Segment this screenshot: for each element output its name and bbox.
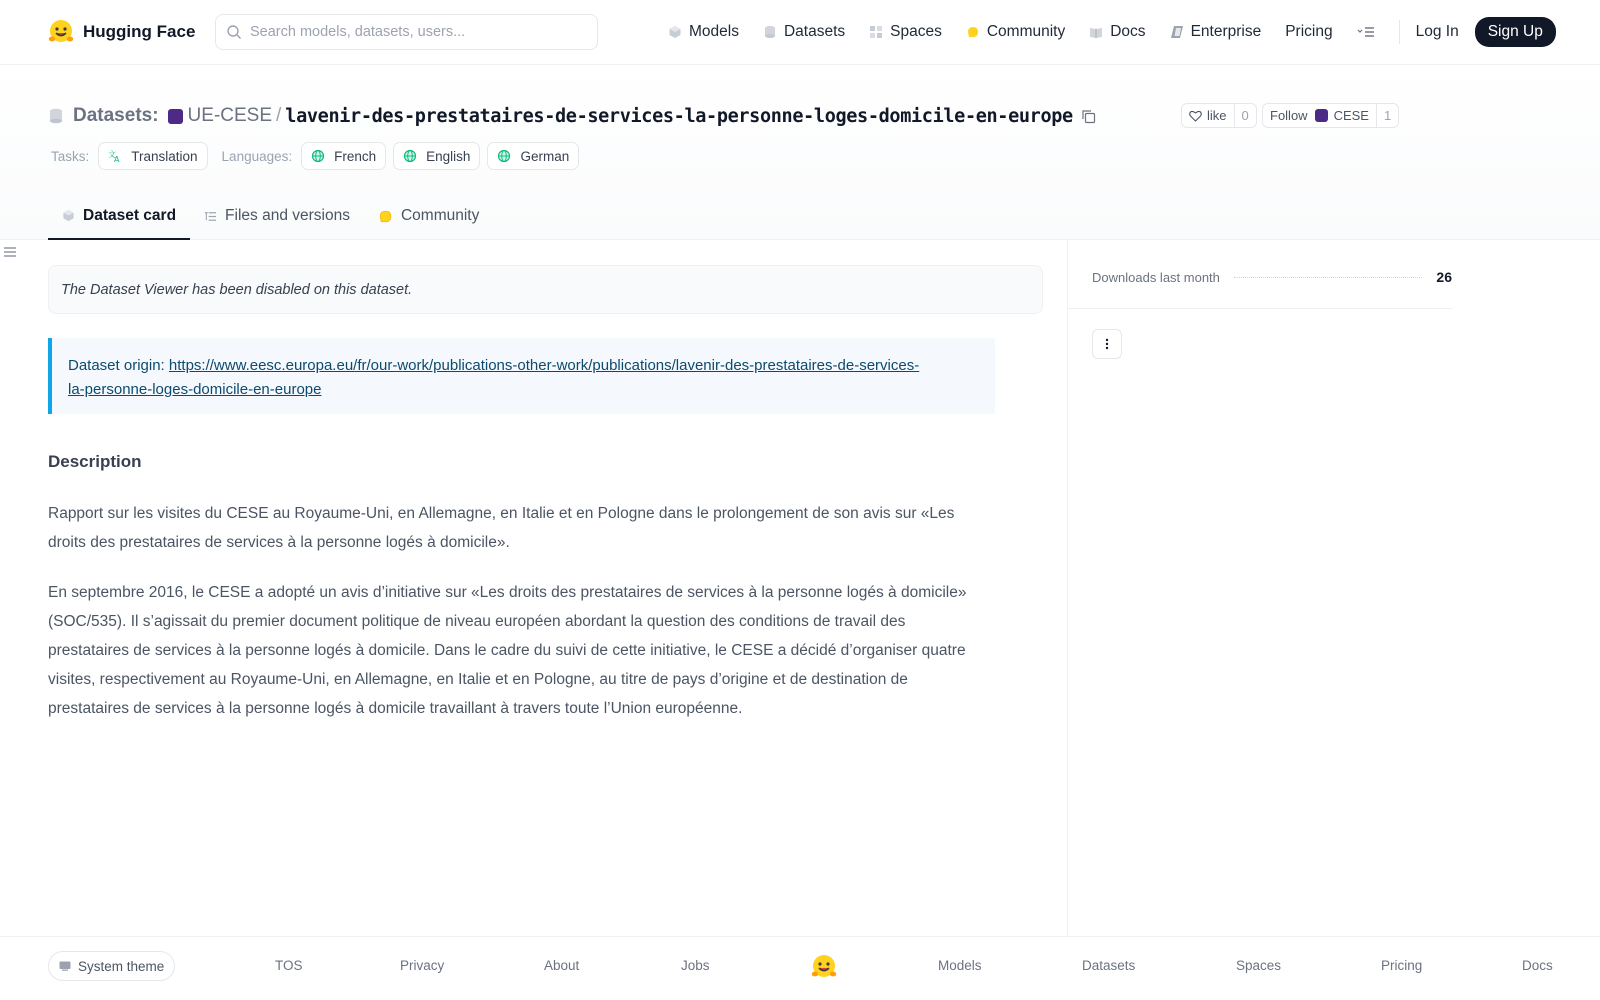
like-label: like bbox=[1207, 108, 1227, 123]
tab-files-label: Files and versions bbox=[225, 207, 350, 224]
globe-icon bbox=[311, 149, 325, 163]
footer-link-pricing[interactable]: Pricing bbox=[1381, 958, 1423, 973]
footer-link-docs[interactable]: Docs bbox=[1522, 958, 1553, 973]
like-segment[interactable] bbox=[1182, 104, 1234, 127]
datasets-icon bbox=[763, 25, 777, 39]
toc-toggle-icon[interactable] bbox=[4, 247, 16, 257]
nav-community-label: Community bbox=[986, 23, 1066, 40]
sidebar-divider bbox=[1068, 308, 1452, 309]
top-navbar bbox=[0, 0, 1600, 65]
globe-icon bbox=[497, 149, 511, 163]
dataset-icon bbox=[49, 108, 63, 124]
task-tag-label: Translation bbox=[131, 148, 198, 164]
more-menu-icon bbox=[1357, 26, 1375, 38]
nav-docs-label: Docs bbox=[1110, 23, 1146, 40]
tab-dataset-card-label: Dataset card bbox=[83, 206, 177, 224]
origin-label: Dataset origin: bbox=[68, 357, 165, 374]
language-tag-german[interactable] bbox=[487, 142, 579, 170]
search-input[interactable] bbox=[250, 24, 580, 40]
docs-icon bbox=[1089, 25, 1103, 39]
tab-community[interactable] bbox=[364, 193, 493, 239]
copy-icon[interactable] bbox=[1081, 109, 1096, 124]
languages-label: Languages: bbox=[221, 148, 293, 164]
footer-link-jobs[interactable]: Jobs bbox=[681, 958, 710, 973]
dataset-card-icon bbox=[62, 209, 75, 222]
repo-tabs bbox=[48, 193, 493, 240]
login-link[interactable] bbox=[1416, 23, 1459, 41]
follow-button[interactable] bbox=[1262, 103, 1399, 128]
language-tag-french[interactable] bbox=[301, 142, 386, 170]
footer-link-datasets[interactable]: Datasets bbox=[1082, 958, 1136, 973]
follow-segment[interactable] bbox=[1263, 104, 1376, 127]
org-link[interactable]: UE-CESE bbox=[187, 105, 273, 126]
search-box[interactable] bbox=[215, 14, 598, 50]
signup-label: Sign Up bbox=[1487, 23, 1543, 40]
footer-link-spaces[interactable]: Spaces bbox=[1236, 958, 1282, 973]
theme-toggle-button[interactable] bbox=[48, 951, 175, 981]
footer-hugging-face-logo-icon[interactable] bbox=[810, 953, 838, 981]
downloads-value: 26 bbox=[1436, 269, 1452, 285]
follow-label: Follow bbox=[1270, 108, 1308, 123]
org-avatar bbox=[168, 109, 183, 124]
translation-icon bbox=[108, 149, 122, 163]
tab-files-and-versions[interactable] bbox=[190, 193, 364, 239]
nav-separator bbox=[1399, 20, 1400, 44]
nav-spaces-label: Spaces bbox=[890, 23, 942, 40]
brand-link[interactable] bbox=[47, 17, 195, 47]
kebab-menu-icon bbox=[1105, 338, 1109, 350]
hugging-face-logo-icon bbox=[47, 18, 75, 46]
origin-url-line2: la-personne-loges-domicile-en-europe bbox=[68, 381, 322, 398]
follow-count: 1 bbox=[1376, 104, 1398, 127]
nav-models[interactable] bbox=[668, 23, 739, 41]
footer-link-privacy[interactable]: Privacy bbox=[400, 958, 445, 973]
description-heading: Description bbox=[48, 452, 142, 471]
models-icon bbox=[668, 25, 682, 39]
dataset-title bbox=[49, 103, 1096, 129]
dataset-tags bbox=[51, 141, 586, 171]
monitor-icon bbox=[59, 961, 71, 971]
downloads-stat bbox=[1092, 266, 1452, 288]
task-tag-translation[interactable] bbox=[98, 142, 207, 170]
language-tag-label: French bbox=[334, 148, 377, 164]
heart-icon bbox=[1189, 110, 1202, 122]
description-paragraph-1: Rapport sur les visites du CESE au Royaume-Uni, en Allemagne, en Italie et en Pologne dans le prolongement de son avis sur «Les droits des prestataires de services à la personne logés à domicile». bbox=[48, 505, 955, 551]
tasks-label: Tasks: bbox=[51, 148, 90, 164]
nav-datasets-label: Datasets bbox=[783, 23, 846, 40]
origin-url-line1: https://www.eesc.europa.eu/fr/our-work/publications-other-work/publications/lavenir-des-prestataires-de-services- bbox=[168, 357, 920, 374]
nav-pricing-label: Pricing bbox=[1285, 23, 1333, 40]
theme-label: System theme bbox=[78, 958, 165, 974]
svg-text:A: A bbox=[114, 155, 120, 163]
globe-icon bbox=[403, 149, 417, 163]
nav-datasets[interactable] bbox=[763, 23, 845, 41]
more-options-button[interactable] bbox=[1092, 329, 1122, 359]
path-separator: / bbox=[276, 105, 282, 126]
brand-name: Hugging Face bbox=[83, 22, 196, 41]
content-divider bbox=[1067, 240, 1068, 936]
community-icon bbox=[378, 209, 393, 224]
footer bbox=[0, 936, 1600, 1000]
signup-button[interactable] bbox=[1475, 17, 1556, 47]
tab-community-label: Community bbox=[400, 207, 480, 224]
nav-spaces[interactable] bbox=[869, 23, 942, 41]
dataset-origin-callout bbox=[48, 338, 995, 414]
downloads-label: Downloads last month bbox=[1092, 269, 1220, 285]
datasets-section-link[interactable]: Datasets: bbox=[73, 105, 159, 126]
files-icon bbox=[204, 210, 217, 223]
enterprise-icon bbox=[1170, 25, 1184, 39]
origin-link[interactable] bbox=[68, 357, 919, 398]
nav-pricing[interactable] bbox=[1285, 23, 1332, 41]
community-icon bbox=[966, 25, 980, 39]
downloads-dotted-leader bbox=[1234, 277, 1423, 278]
language-tag-label: German bbox=[520, 148, 570, 164]
nav-more-menu[interactable] bbox=[1357, 26, 1375, 38]
language-tag-english[interactable] bbox=[393, 142, 480, 170]
dataset-name-link[interactable]: lavenir-des-prestataires-de-services-la-personne-loges-domicile-en-europe bbox=[285, 105, 1073, 127]
login-label: Log In bbox=[1415, 23, 1459, 40]
footer-link-tos[interactable]: TOS bbox=[275, 958, 303, 973]
search-icon bbox=[226, 24, 242, 40]
main-nav bbox=[668, 0, 1556, 64]
language-tag-label: English bbox=[426, 148, 471, 164]
nav-enterprise-label: Enterprise bbox=[1190, 23, 1262, 40]
nav-docs[interactable] bbox=[1089, 23, 1145, 41]
like-count: 0 bbox=[1234, 104, 1256, 127]
nav-community[interactable] bbox=[966, 23, 1065, 41]
like-button[interactable] bbox=[1181, 103, 1257, 128]
description-paragraph-2: En septembre 2016, le CESE a adopté un avis d’initiative sur «Les droits des prestataires de services à la personne logés à domicile» (SOC/535). Il s’agissait du premier document politique de niveau européen abordant la question des conditions de travail des prestataires de services à la personne logés à domicile. Dans le cadre du suivi de cette initiative, le CESE a décidé d’organiser quatre visites, respectivement au Royaume-Uni, en Allemagne, en Italie et en Pologne, au titre de pays d’origine et de destination de prestataires de services à la personne logés à domicile travaillant à travers toute l’Union européenne. bbox=[48, 584, 967, 717]
footer-link-models[interactable]: Models bbox=[938, 958, 982, 973]
spaces-icon bbox=[869, 25, 883, 39]
viewer-disabled-notice: The Dataset Viewer has been disabled on this dataset. bbox=[48, 265, 1043, 314]
tab-dataset-card[interactable] bbox=[48, 193, 190, 240]
footer-link-about[interactable]: About bbox=[544, 958, 580, 973]
nav-models-label: Models bbox=[689, 23, 739, 40]
svg-text:文: 文 bbox=[108, 150, 117, 159]
nav-enterprise[interactable] bbox=[1170, 23, 1262, 41]
follow-org-name: CESE bbox=[1333, 108, 1369, 123]
follow-org-avatar bbox=[1315, 109, 1328, 122]
